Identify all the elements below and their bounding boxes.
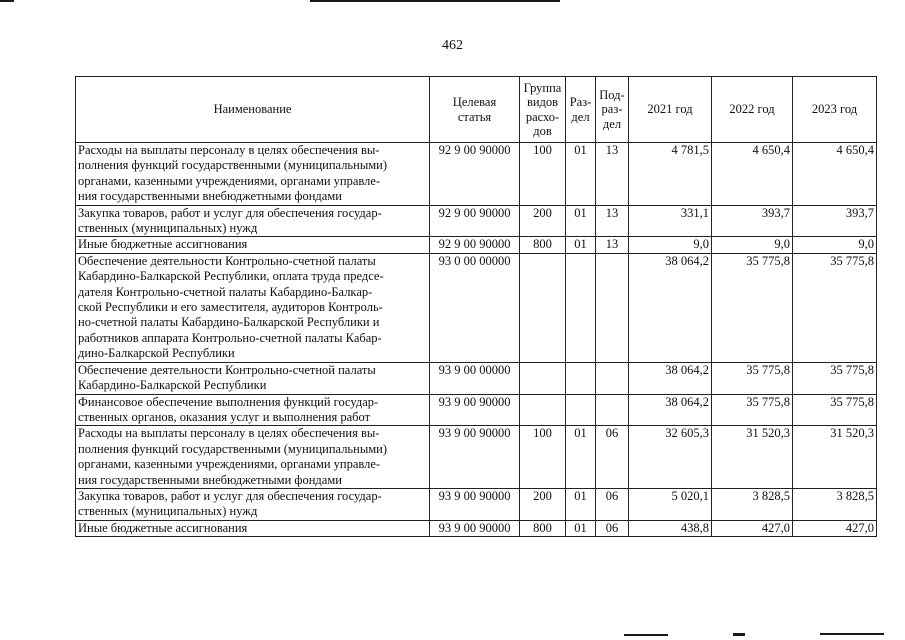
row-amount-2022: 4 650,4 — [712, 143, 793, 206]
row-name: Обеспечение деятельности Контрольно-счетной палаты Кабардино-Балкарской Республики — [76, 362, 430, 394]
row-amount-2021: 438,8 — [629, 520, 712, 536]
table-row — [76, 253, 877, 362]
row-amount-2023: 35 775,8 — [793, 253, 877, 362]
scan-artifact-bottom-3 — [820, 633, 884, 635]
row-amount-2023: 35 775,8 — [793, 362, 877, 394]
table-row — [76, 237, 877, 253]
scan-artifact-top-rule — [310, 0, 560, 2]
row-subsection: 13 — [596, 143, 629, 206]
budget-table — [75, 76, 877, 537]
row-amount-2023: 393,7 — [793, 205, 877, 237]
table-row — [76, 143, 877, 206]
row-target-article: 93 9 00 00000 — [430, 362, 520, 394]
row-target-article: 92 9 00 90000 — [430, 143, 520, 206]
row-expense-group: 800 — [520, 237, 566, 253]
row-subsection — [596, 394, 629, 426]
row-name: Финансовое обеспечение выполнения функций государ- ственных органов, оказания услуг и выполнения работ — [76, 394, 430, 426]
row-subsection: 13 — [596, 205, 629, 237]
row-amount-2022: 35 775,8 — [712, 394, 793, 426]
row-subsection — [596, 253, 629, 362]
row-target-article: 93 0 00 00000 — [430, 253, 520, 362]
row-amount-2021: 38 064,2 — [629, 253, 712, 362]
row-expense-group: 200 — [520, 205, 566, 237]
row-amount-2022: 3 828,5 — [712, 488, 793, 520]
row-name: Расходы на выплаты персоналу в целях обеспечения вы- полнения функций государственными (муниципальными) органами, казенными учреждениями, органами управле- ния государственными внебюджетными фондами — [76, 143, 430, 206]
row-amount-2021: 38 064,2 — [629, 394, 712, 426]
row-section: 01 — [566, 237, 596, 253]
page-number: 462 — [442, 38, 463, 53]
row-amount-2021: 5 020,1 — [629, 488, 712, 520]
row-amount-2023: 3 828,5 — [793, 488, 877, 520]
row-name: Закупка товаров, работ и услуг для обеспечения государ- ственных (муниципальных) нужд — [76, 488, 430, 520]
row-amount-2021: 32 605,3 — [629, 426, 712, 489]
table-row — [76, 394, 877, 426]
scan-artifact-top-left — [0, 0, 14, 2]
table-row — [76, 205, 877, 237]
row-expense-group — [520, 362, 566, 394]
row-name: Расходы на выплаты персоналу в целях обеспечения вы- полнения функций государственными (муниципальными) органами, казенными учреждениями, органами управле- ния государственными внебюджетными фондами — [76, 426, 430, 489]
header-name: Наименование — [76, 77, 430, 143]
table-header-row — [76, 77, 877, 143]
row-expense-group: 100 — [520, 143, 566, 206]
row-section: 01 — [566, 205, 596, 237]
row-amount-2022: 393,7 — [712, 205, 793, 237]
row-section: 01 — [566, 520, 596, 536]
row-target-article: 93 9 00 90000 — [430, 394, 520, 426]
row-name: Иные бюджетные ассигнования — [76, 237, 430, 253]
row-subsection: 06 — [596, 426, 629, 489]
row-amount-2021: 331,1 — [629, 205, 712, 237]
header-2022: 2022 год — [712, 77, 793, 143]
row-name: Иные бюджетные ассигнования — [76, 520, 430, 536]
row-expense-group — [520, 394, 566, 426]
row-name: Обеспечение деятельности Контрольно-счетной палаты Кабардино-Балкарской Республики, оплата труда предсе- дателя Контрольно-счетной палаты Кабардино-Балкар- ской Республики и его заместителя, аудиторов Контроль- но-счетной палаты Кабардино-Балкарской Республики и работников аппарата Контрольно-счетной палаты Кабар- дино-Балкарской Республики — [76, 253, 430, 362]
row-amount-2022: 35 775,8 — [712, 362, 793, 394]
table-row — [76, 362, 877, 394]
row-section — [566, 362, 596, 394]
row-amount-2023: 9,0 — [793, 237, 877, 253]
row-subsection: 13 — [596, 237, 629, 253]
row-target-article: 93 9 00 90000 — [430, 426, 520, 489]
row-amount-2023: 31 520,3 — [793, 426, 877, 489]
row-amount-2023: 35 775,8 — [793, 394, 877, 426]
table-row — [76, 520, 877, 536]
header-subsection: Под- раз- дел — [596, 77, 629, 143]
row-amount-2023: 427,0 — [793, 520, 877, 536]
header-2023: 2023 год — [793, 77, 877, 143]
row-name: Закупка товаров, работ и услуг для обеспечения государ- ственных (муниципальных) нужд — [76, 205, 430, 237]
table-row — [76, 488, 877, 520]
row-amount-2022: 427,0 — [712, 520, 793, 536]
row-amount-2021: 9,0 — [629, 237, 712, 253]
row-amount-2022: 31 520,3 — [712, 426, 793, 489]
row-section — [566, 394, 596, 426]
row-target-article: 92 9 00 90000 — [430, 237, 520, 253]
row-target-article: 92 9 00 90000 — [430, 205, 520, 237]
row-expense-group: 200 — [520, 488, 566, 520]
row-section: 01 — [566, 488, 596, 520]
row-amount-2023: 4 650,4 — [793, 143, 877, 206]
header-section: Раз- дел — [566, 77, 596, 143]
header-target-article: Целевая статья — [430, 77, 520, 143]
row-expense-group: 100 — [520, 426, 566, 489]
table-row — [76, 426, 877, 489]
row-target-article: 93 9 00 90000 — [430, 488, 520, 520]
row-amount-2021: 4 781,5 — [629, 143, 712, 206]
row-subsection: 06 — [596, 488, 629, 520]
row-expense-group: 800 — [520, 520, 566, 536]
row-amount-2022: 35 775,8 — [712, 253, 793, 362]
header-2021: 2021 год — [629, 77, 712, 143]
row-target-article: 93 9 00 90000 — [430, 520, 520, 536]
row-section: 01 — [566, 426, 596, 489]
row-expense-group — [520, 253, 566, 362]
header-expense-group: Группа видов расхо- дов — [520, 77, 566, 143]
row-subsection: 06 — [596, 520, 629, 536]
row-section: 01 — [566, 143, 596, 206]
row-subsection — [596, 362, 629, 394]
scan-artifact-bottom-2 — [733, 633, 745, 636]
row-amount-2022: 9,0 — [712, 237, 793, 253]
row-amount-2021: 38 064,2 — [629, 362, 712, 394]
row-section — [566, 253, 596, 362]
scan-artifact-bottom-1 — [624, 634, 668, 636]
